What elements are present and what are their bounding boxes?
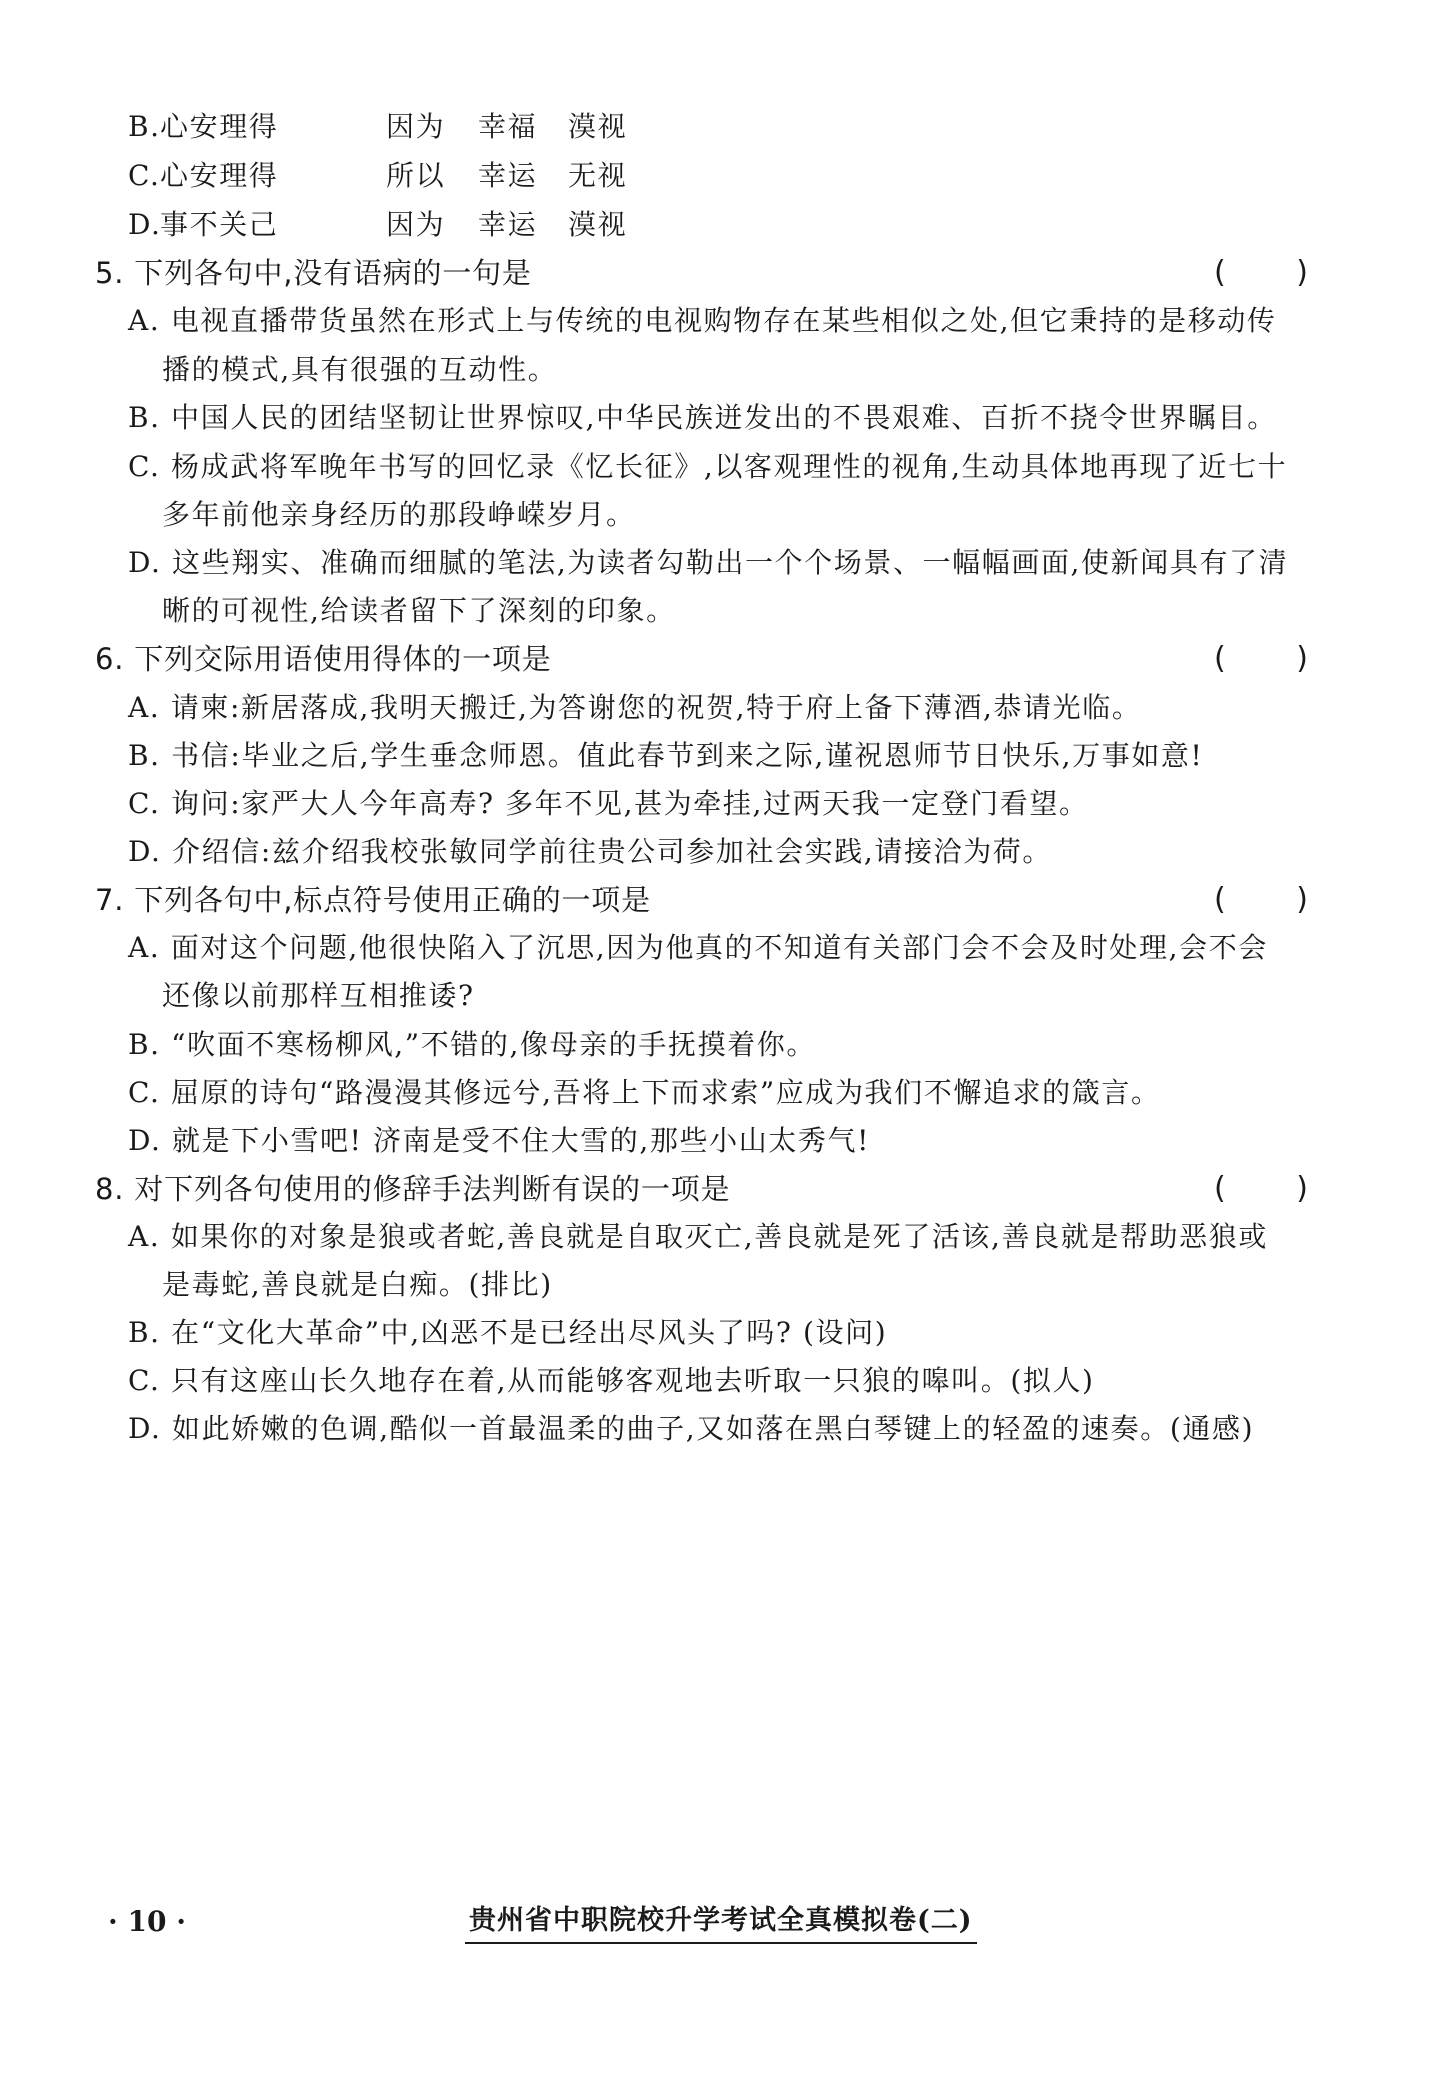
bracket-close: ): [1296, 1171, 1308, 1206]
q5-option-c-cont: 多年前他亲身经历的那段峥嵘岁月。: [162, 498, 636, 531]
question-5-stem: 5. 下列各句中,没有语病的一句是: [95, 256, 532, 290]
q7-option-b: B. “吹面不寒杨柳风,”不错的,像母亲的手抚摸着你。: [128, 1028, 817, 1061]
bracket-close: ): [1296, 641, 1308, 676]
word-2: 所以: [386, 159, 446, 192]
word-3: 幸运: [478, 208, 538, 241]
answer-bracket-8[interactable]: [1214, 1169, 1308, 1209]
q8-option-a: A. 如果你的对象是狼或者蛇,善良就是自取灭亡,善良就是死了活该,善良就是帮助恶狼或: [128, 1220, 1268, 1253]
option-label: C.: [128, 159, 161, 192]
q6-option-b: B. 书信:毕业之后,学生垂念师恩。值此春节到来之际,谨祝恩师节日快乐,万事如意!: [128, 739, 1204, 772]
word-4: 漠视: [568, 208, 628, 241]
q5-option-c: C. 杨成武将军晚年书写的回忆录《忆长征》,以客观理性的视角,生动具体地再现了近七十: [128, 450, 1288, 483]
option-label: B.: [128, 110, 161, 143]
bracket-open: (: [1214, 882, 1226, 917]
word-3: 幸运: [478, 159, 538, 192]
q5-option-a: A. 电视直播带货虽然在形式上与传统的电视购物存在某些相似之处,但它秉持的是移动传: [128, 304, 1277, 337]
exam-title-footer: 贵州省中职院校升学考试全真模拟卷(二): [465, 1902, 977, 1944]
q7-option-c: C. 屈原的诗句“路漫漫其修远兮,吾将上下而求索”应成为我们不懈追求的箴言。: [128, 1076, 1161, 1109]
answer-bracket-6[interactable]: [1214, 639, 1308, 679]
q8-option-d: D. 如此娇嫩的色调,酷似一首最温柔的曲子,又如落在黑白琴键上的轻盈的速奏。(通感): [128, 1412, 1255, 1445]
q5-option-b: B. 中国人民的团结坚韧让世界惊叹,中华民族迸发出的不畏艰难、百折不挠令世界瞩目。: [128, 401, 1277, 434]
bracket-open: (: [1214, 641, 1226, 676]
q6-option-c: C. 询问:家严大人今年高寿? 多年不见,甚为牵挂,过两天我一定登门看望。: [128, 787, 1089, 820]
answer-bracket-5[interactable]: [1214, 253, 1308, 293]
q6-option-a: A. 请柬:新居落成,我明天搬迁,为答谢您的祝贺,特于府上备下薄酒,恭请光临。: [128, 691, 1142, 724]
word-2: 因为: [386, 208, 446, 241]
word-1: 事不关己: [160, 208, 279, 241]
q6-option-d: D. 介绍信:兹介绍我校张敏同学前往贵公司参加社会实践,请接洽为荷。: [128, 835, 1052, 868]
bracket-close: ): [1296, 882, 1308, 917]
answer-bracket-7[interactable]: [1214, 880, 1308, 920]
q8-option-a-cont: 是毒蛇,善良就是白痴。(排比): [162, 1268, 553, 1301]
option-label: D.: [128, 208, 162, 241]
q8-option-b: B. 在“文化大革命”中,凶恶不是已经出尽风头了吗? (设问): [128, 1316, 888, 1349]
bracket-open: (: [1214, 255, 1226, 290]
bracket-close: ): [1296, 255, 1308, 290]
word-4: 无视: [568, 159, 628, 192]
q8-option-c: C. 只有这座山长久地存在着,从而能够客观地去听取一只狼的嗥叫。(拟人): [128, 1364, 1095, 1397]
q5-option-d: D. 这些翔实、准确而细腻的笔法,为读者勾勒出一个个场景、一幅幅画面,使新闻具有了清: [128, 546, 1289, 579]
q5-option-a-cont: 播的模式,具有很强的互动性。: [162, 353, 558, 386]
word-4: 漠视: [568, 110, 628, 143]
word-1: 心安理得: [160, 110, 279, 143]
word-3: 幸福: [478, 110, 538, 143]
q7-option-d: D. 就是下小雪吧! 济南是受不住大雪的,那些小山太秀气!: [128, 1124, 870, 1157]
word-1: 心安理得: [160, 159, 279, 192]
q7-option-a: A. 面对这个问题,他很快陷入了沉思,因为他真的不知道有关部门会不会及时处理,会不会: [128, 931, 1268, 964]
q7-option-a-cont: 还像以前那样互相推诿?: [162, 979, 475, 1012]
question-8-stem: 8. 对下列各句使用的修辞手法判断有误的一项是: [95, 1172, 731, 1206]
question-7-stem: 7. 下列各句中,标点符号使用正确的一项是: [95, 883, 651, 917]
question-6-stem: 6. 下列交际用语使用得体的一项是: [95, 642, 552, 676]
bracket-open: (: [1214, 1171, 1226, 1206]
q5-option-d-cont: 晰的可视性,给读者留下了深刻的印象。: [162, 594, 676, 627]
page-number: · 10 ·: [108, 1905, 186, 1938]
word-2: 因为: [386, 110, 446, 143]
